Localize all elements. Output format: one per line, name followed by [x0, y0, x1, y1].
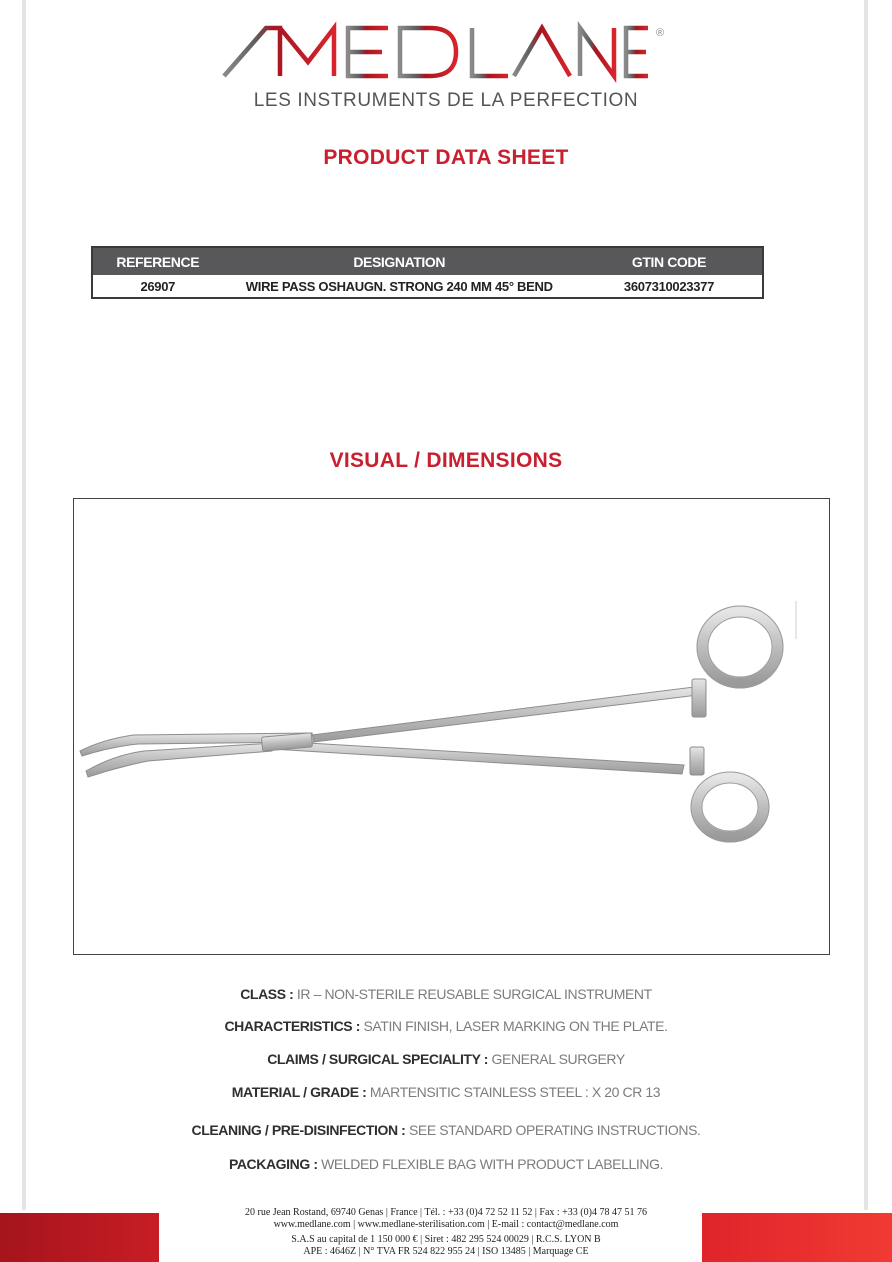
spec-packaging-value: WELDED FLEXIBLE BAG WITH PRODUCT LABELLING.	[317, 1156, 664, 1172]
cell-reference: 26907	[140, 278, 176, 294]
cell-gtin: 3607310023377	[623, 278, 715, 294]
spec-cleaning-value: SEE STANDARD OPERATING INSTRUCTIONS.	[405, 1122, 701, 1138]
medlane-logo-wordmark	[222, 14, 652, 86]
visual-dimensions-title: VISUAL / DIMENSIONS	[329, 449, 563, 472]
table-row	[92, 275, 763, 298]
spec-claims	[0, 1051, 892, 1067]
column-header-designation: DESIGNATION	[223, 247, 576, 275]
spec-packaging-label: PACKAGING :	[228, 1156, 318, 1172]
footer-company-registration: S.A.S au capital de 1 150 000 € | Siret : 482 295 524 00029 | R.C.S. LYON B	[291, 1234, 601, 1245]
spec-characteristics-label: CHARACTERISTICS :	[224, 1018, 360, 1034]
spec-class-label: CLASS :	[240, 986, 294, 1002]
spec-class	[0, 986, 892, 1002]
column-header-reference: REFERENCE	[92, 247, 223, 275]
column-header-gtin: GTIN CODE	[576, 247, 763, 275]
footer-address: 20 rue Jean Rostand, 69740 Genas | France | Tél. : +33 (0)4 72 52 11 52 | Fax : +33 (0)4 78 47 51 76	[245, 1207, 647, 1218]
footer-tax-certification: APE : 4646Z | N° TVA FR 524 822 955 24 | ISO 13485 | Marquage CE	[303, 1246, 589, 1257]
spec-cleaning-label: CLEANING / PRE-DISINFECTION :	[191, 1122, 406, 1138]
table-header-row	[92, 247, 763, 275]
product-reference-table	[91, 246, 764, 299]
product-sheet-title: PRODUCT DATA SHEET	[323, 146, 569, 169]
spec-characteristics-value: SATIN FINISH, LASER MARKING ON THE PLATE.	[359, 1018, 668, 1034]
cell-designation: WIRE PASS OSHAUGN. STRONG 240 MM 45° BEND	[245, 278, 553, 294]
spec-characteristics	[0, 1018, 892, 1034]
registered-mark: ®	[656, 27, 665, 39]
spec-packaging	[0, 1156, 892, 1172]
forceps-illustration	[74, 499, 829, 954]
spec-claims-value: GENERAL SURGERY	[488, 1051, 625, 1067]
spec-class-value: IR – NON-STERILE REUSABLE SURGICAL INSTRUMENT	[293, 986, 652, 1002]
spec-claims-label: CLAIMS / SURGICAL SPECIALITY :	[267, 1051, 489, 1067]
footer-web-email: www.medlane.com | www.medlane-sterilisation.com | E-mail : contact@medlane.com	[273, 1219, 619, 1230]
spec-material	[0, 1084, 892, 1100]
spec-material-label: MATERIAL / GRADE :	[231, 1084, 367, 1100]
product-visual-frame	[73, 498, 830, 955]
spec-material-value: MARTENSITIC STAINLESS STEEL : X 20 CR 13	[366, 1084, 661, 1100]
brand-tagline: LES INSTRUMENTS DE LA PERFECTION	[253, 90, 639, 111]
spec-cleaning	[0, 1122, 892, 1138]
